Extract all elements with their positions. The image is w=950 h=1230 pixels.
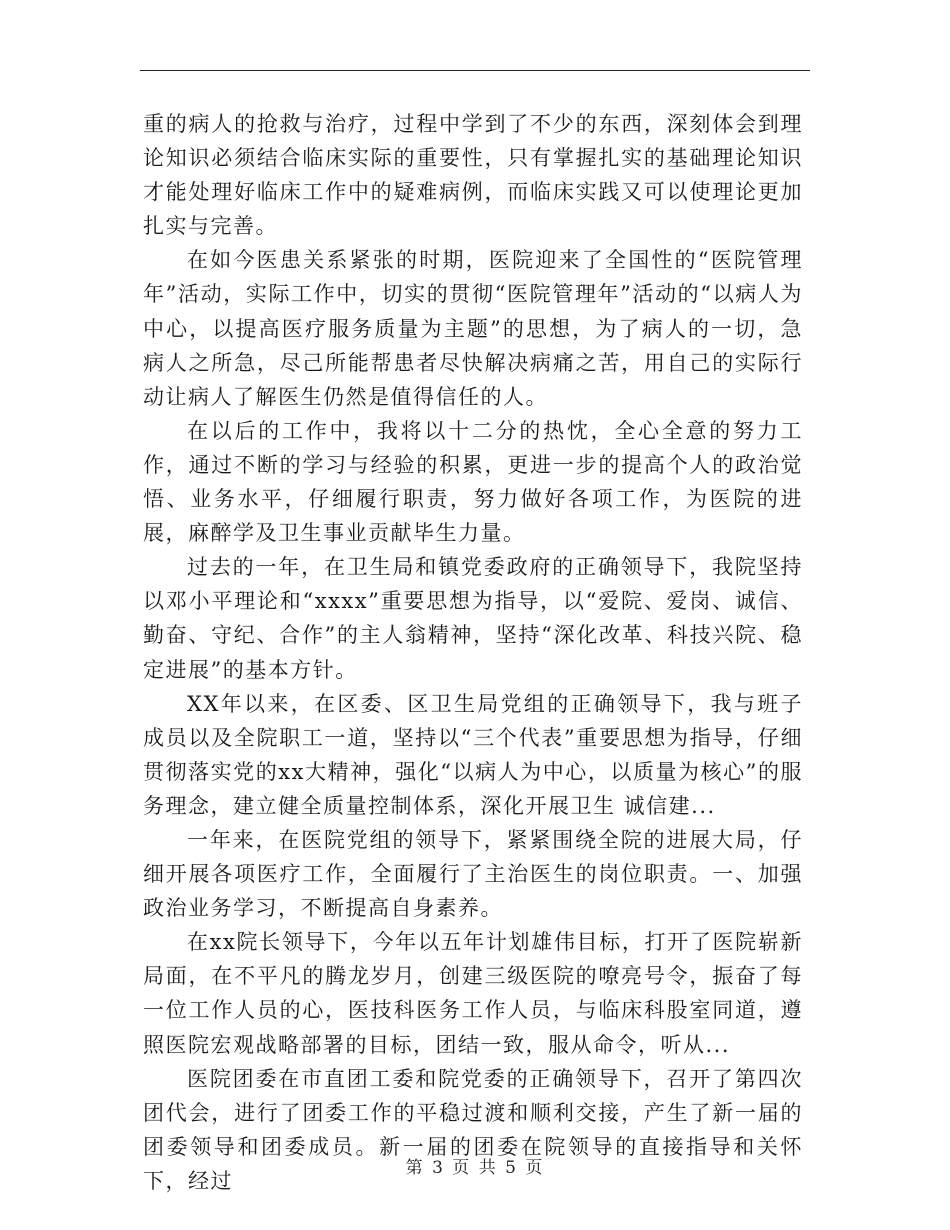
header-rule <box>140 70 810 71</box>
paragraph: 在xx院长领导下，今年以五年计划雄伟目标，打开了医院崭新局面，在不平凡的腾龙岁月，创建三级医院的嘹亮号令，振奋了每一位工作人员的心，医技科医务工作人员，与临床科股室同道，遵照医院宏观战略部署的目标，团结一致，服从命令，听从... <box>143 930 803 1057</box>
paragraph: 一年来，在医院党组的领导下，紧紧围绕全院的进展大局，仔细开展各项医疗工作，全面履行了主治医生的岗位职责。一、加强政治业务学习，不断提高自身素养。 <box>143 827 803 921</box>
paragraph: 在以后的工作中，我将以十二分的热忱，全心全意的努力工作，通过不断的学习与经验的积累，更进一步的提高个人的政治觉悟、业务水平，仔细履行职责，努力做好各项工作，为医院的进展，麻醉学及卫生事业贡献毕生力量。 <box>143 418 803 546</box>
paragraph: 重的病人的抢救与治疗，过程中学到了不少的东西，深刻体会到理论知识必须结合临床实际的重要性，只有掌握扎实的基础理论知识才能处理好临床工作中的疑难病例，而临床实践又可以使理论更加扎实与完善。 <box>143 112 803 239</box>
paragraph: XX年以来，在区委、区卫生局党组的正确领导下，我与班子成员以及全院职工一道，坚持以“三个代表”重要思想为指导，仔细贯彻落实党的xx大精神，强化“以病人为中心，以质量为核心”的服务理念，建立健全质量控制体系，深化开展卫生 诚信建... <box>143 691 803 818</box>
paragraph: 过去的一年，在卫生局和镇党委政府的正确领导下，我院坚持以邓小平理论和“xxxx”重要思想为指导，以“爱院、爱岗、诚信、勤奋、守纪、合作”的主人翁精神，坚持“深化改革、科技兴院、稳定进展”的基本方针。 <box>143 555 803 682</box>
page-number: 第 3 页 共 5 页 <box>405 1158 545 1178</box>
paragraph: 医院团委在市直团工委和院党委的正确领导下，召开了第四次团代会，进行了团委工作的平稳过渡和顺利交接，产生了新一届的团委领导和团委成员。新一届的团委在院领导的直接指导和关怀下，经过 <box>143 1066 803 1193</box>
paragraph: 在如今医患关系紧张的时期，医院迎来了全国性的“医院管理年”活动，实际工作中，切实的贯彻“医院管理年”活动的“以病人为中心，以提高医疗服务质量为主题”的思想，为了病人的一切，急病人之所急，尽己所能帮患者尽快解决病痛之苦，用自己的实际行动让病人了解医生仍然是值得信任的人。 <box>143 248 803 409</box>
document-body <box>143 107 803 1198</box>
